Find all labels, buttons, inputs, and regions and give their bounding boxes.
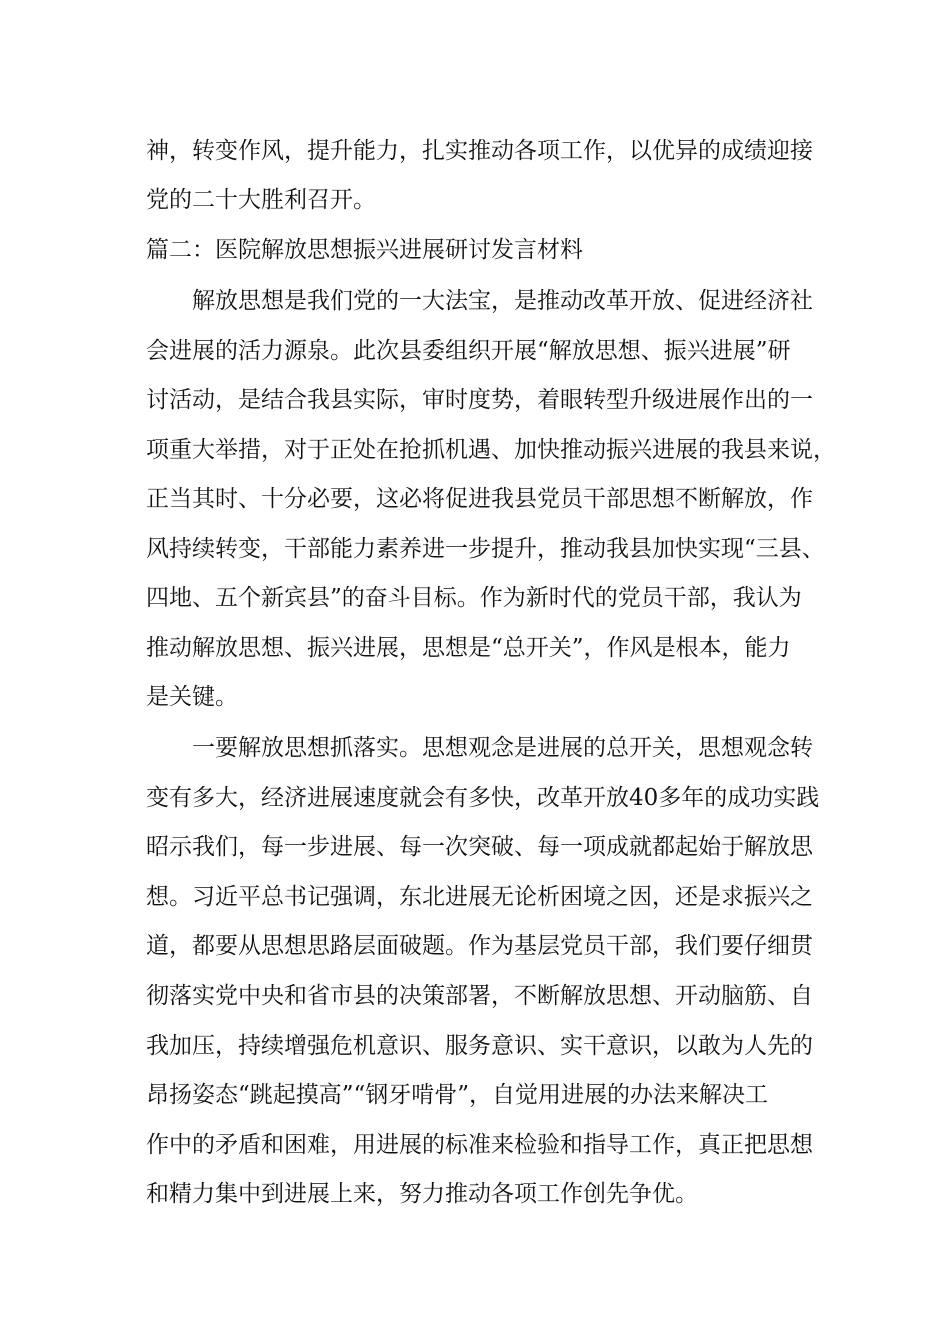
text-line: 作中的矛盾和困难，用进展的标准来检验和指导工作，真正把思想 [146,1132,813,1158]
text-line: 彻落实党中央和省市县的决策部署，不断解放思想、开动脑筋、自 [146,983,813,1009]
text-line: 一要解放思想抓落实。思想观念是进展的总开关，思想观念转 [146,735,813,761]
text-line: 神，转变作风，提升能力，扎实推动各项工作，以优异的成绩迎接 [146,138,813,164]
text-line: 变有多大，经济进展速度就会有多快，改革开放40多年的成功实践 [146,785,820,811]
text-line: 道，都要从思想思路层面破题。作为基层党员干部，我们要仔细贯 [146,933,813,959]
text-line: 党的二十大胜利召开。 [146,187,376,213]
text-line: 推动解放思想、振兴进展，思想是“总开关”，作风是根本，能力 [146,635,791,661]
text-line: 正当其时、十分必要，这必将促进我县党员干部思想不断解放，作 [146,486,813,512]
text-line: 昭示我们，每一步进展、每一次突破、每一项成就都起始于解放思 [146,834,813,860]
text-line: 四地、五个新宾县”的奋斗目标。作为新时代的党员干部，我认为 [146,585,802,611]
text-line: 解放思想是我们党的一大法宝，是推动改革开放、促进经济社 [146,288,813,314]
text-line: 会进展的活力源泉。此次县委组织开展“解放思想、振兴进展”研 [146,338,791,364]
text-line: 想。习近平总书记强调，东北进展无论析困境之因，还是求振兴之 [146,884,813,910]
text-line: 昂扬姿态“跳起摸高”“钢牙啃骨”，自觉用进展的办法来解决工 [146,1082,769,1108]
text-line: 是关键。 [146,684,238,710]
text-line: 项重大举措，对于正处在抢抓机遇、加快推动振兴进展的我县来说， [146,437,836,463]
text-line: 和精力集中到进展上来，努力推动各项工作创先争优。 [146,1181,698,1207]
text-line: 风持续转变，干部能力素养进一步提升，推动我县加快实现“三县、 [146,536,825,562]
text-line: 我加压，持续增强危机意识、服务意识、实干意识，以敢为人先的 [146,1033,813,1059]
section-heading: 篇二：医院解放思想振兴进展研讨发言材料 [146,237,583,263]
text-line: 讨活动，是结合我县实际，审时度势，着眼转型升级进展作出的一 [146,387,813,413]
